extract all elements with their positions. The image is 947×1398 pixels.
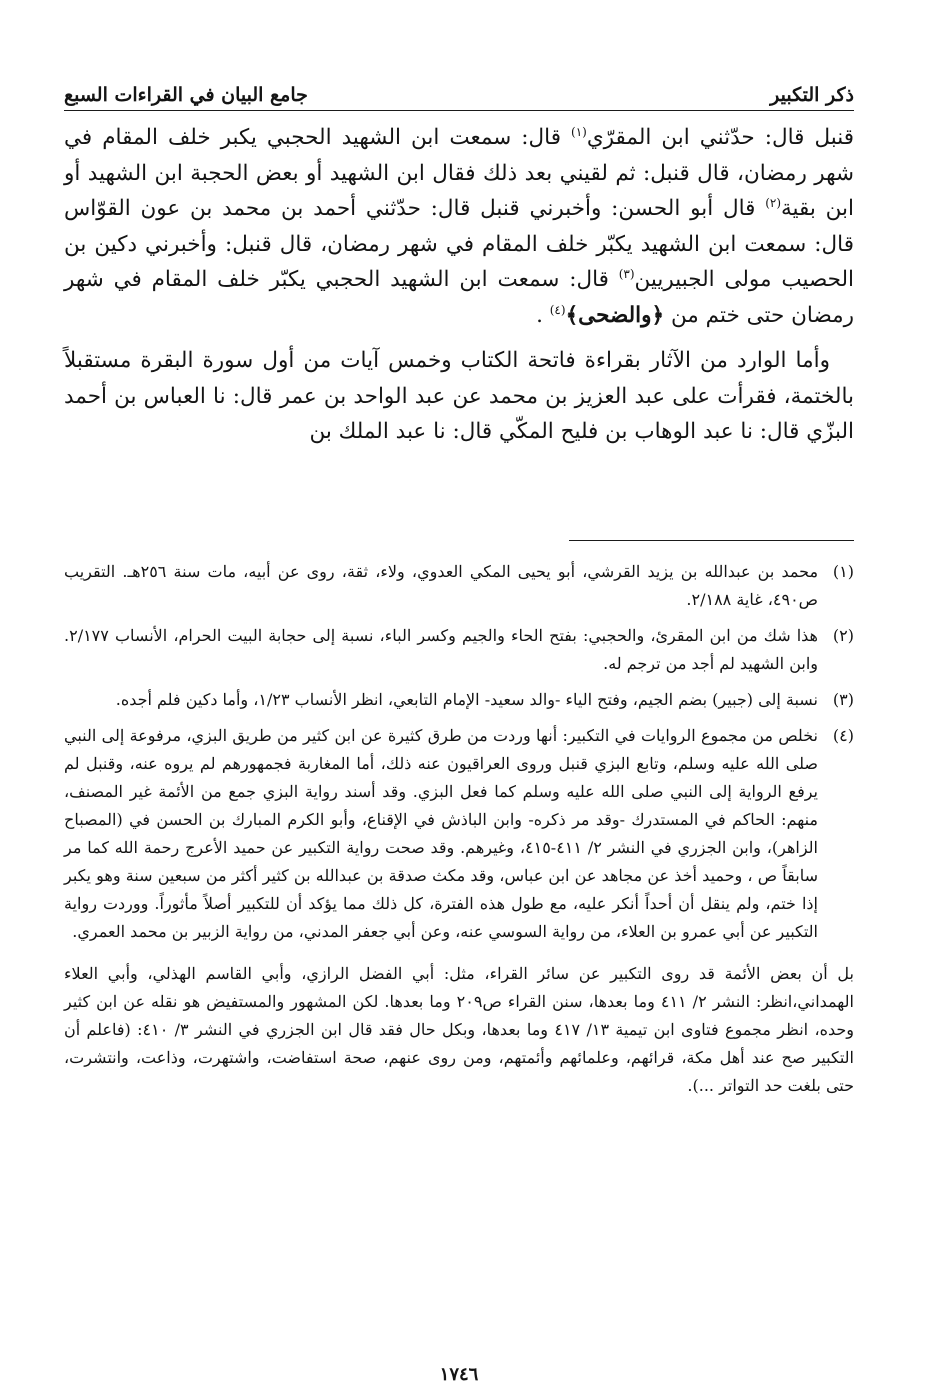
paragraph-2: وأما الوارد من الآثار بقراءة فاتحة الكتاب وخمس آيات من أول سورة البقرة مستقبلاً بالختمة، فقرأت على عبد العزيز بن محمد عن عبد الواحد بن عمر قال: نا العباس بن أحمد البزّي قال: نا عبد الوهاب بن فليح المكّي قال: نا عبد الملك بن bbox=[64, 348, 854, 444]
footnote-number: (١) bbox=[832, 562, 854, 581]
footnote-text: محمد بن عبدالله بن يزيد القرشي، أبو يحيى المكي العدوي، ولاء، ثقة، روى عن أبيه، مات سنة ٢٥٦هـ. التقريب ص٤٩٠، غاية ٢/١٨٨. bbox=[64, 562, 819, 609]
footnote-number: (٣) bbox=[832, 690, 854, 709]
text-segment: قنبل قال: حدّثني ابن المقرّي bbox=[586, 125, 854, 150]
book-title: جامع البيان في القراءات السبع bbox=[64, 84, 308, 106]
footnote-2 bbox=[64, 622, 854, 678]
chapter-title: ذكر التكبير bbox=[770, 84, 854, 106]
footnote-divider bbox=[569, 540, 854, 541]
paragraph-1 bbox=[64, 120, 854, 333]
footnote-number: (٢) bbox=[832, 626, 854, 645]
footnote-number: (٤) bbox=[832, 726, 854, 745]
footnote-1 bbox=[64, 558, 854, 614]
running-header bbox=[64, 70, 854, 111]
main-text bbox=[64, 120, 854, 460]
footnote-text: نسبة إلى (جبير) بضم الجيم، وفتح الياء -والد سعيد- الإمام التابعي، انظر الأنساب ١/٢٣، وأما دكين فلم أجده. bbox=[115, 690, 818, 709]
text-segment: قال: سمعت ابن الشهيد الحجبي يكبر خلف المقام في شهر رمضان، قال قنبل: ثم لقيني بعد ذلك فقال ابن الشهيد أو بعض الحجبة ابن الشهيد أو ابن بقية bbox=[64, 125, 854, 221]
footnotes bbox=[64, 558, 854, 1100]
footnote-ref-2: (٢) bbox=[765, 195, 782, 210]
footnote-ref-1: (١) bbox=[571, 124, 587, 139]
text-segment: قال: سمعت ابن الشهيد الحجبي يكبّر خلف المقام في شهر رمضان حتى ختم من bbox=[64, 267, 854, 328]
book-page bbox=[64, 62, 855, 1385]
quran-citation: ﴿والضحى﴾ bbox=[565, 302, 665, 328]
footnote-text: هذا شك من ابن المقرئ، والحجبي: بفتح الحاء والجيم وكسر الباء، نسبة إلى حجابة البيت الحرام، الأنساب ٢/١٧٧. وابن الشهيد لم أجد من ترجم له. bbox=[64, 626, 818, 673]
footnote-ref-4: (٤) bbox=[549, 302, 566, 317]
footnote-text: نخلص من مجموع الروايات في التكبير: أنها وردت من طرق كثيرة عن ابن كثير من طريق البزي، مرفوعة إلى النبي صلى الله عليه وسلم، وتابع البزي قنبل وروى العراقيون عنه ذلك، أما المغاربة فجمهورهم لم يروه عنه، وقنبل لم يرفع الرواية إلى النبي صلى الله عليه وسلم كما فعل البزي. وقد أسند رواية البزي جمع من الأئمة غير المصنف، منهم: الحاكم في المستدرك -وقد مر ذكره- وابن الباذش في الإقناع، وأبو الكرم المبارك بن الحسن في (المصباح الزاهر)، وابن الجزري في النشر ٢/ ٤١١-٤١٥، وغيرهم. وقد صحت رواية التكبير عن حميد الأعرج رحمة الله كما مر سابقاً ص ، وحميد أخذ عن مجاهد عن ابن عباس، وقد مكث صدقة بن عبدالله بن كثير أكثر من سبعين سنة وهو يكبر إذا ختم، ولم ينقل أن أحداً أنكر عليه، مع طول هذه الفترة، كل ذلك مما يؤكد أن للتكبير أصلاً مأثوراً. ووردت رواية التكبير عن أبي عمرو بن العلاء، من رواية السوسي عنه، وعن أبي جعفر المدني، من رواية الزبير بن محمد العمري. bbox=[64, 726, 819, 941]
footnote-4 bbox=[64, 722, 854, 946]
text-segment: . bbox=[536, 302, 550, 328]
footnote-ref-3: (٣) bbox=[618, 266, 635, 281]
text-segment: قال أبو الحسن: وأخبرني قنبل قال: حدّثني أحمد بن محمد بن عون القوّاس قال: سمعت ابن الشهيد يكبّر خلف المقام في شهر رمضان، قال قنبل: وأخبرني دكين بن الحصيب مولى الجبيريين bbox=[64, 196, 854, 292]
page-number: ١٧٤٦ bbox=[439, 1364, 479, 1385]
footnote-continuation: بل أن بعض الأئمة قد روى التكبير عن سائر القراء، مثل: أبي الفضل الرازي، وأبي القاسم الهذلي، وأبي العلاء الهمداني،انظر: النشر ٢/ ٤١١ وما بعدها، سنن القراء ص٢٠٩ وما بعدها. لكن المشهور والمستفيض هو نقله عن ابن كثير وحده، انظر مجموع فتاوى ابن تيمية ١٣/ ٤١٧ وما بعدها، وبكل حال فقد قال ابن الجزري في النشر ٣/ ٤١٠: (فاعلم أن التكبير صح عند أهل مكة، قرائهم، وعلمائهم وأئمتهم، ومن روى عنهم، صحة استفاضت، واشتهرت، وذاعت، وانتشرت، حتى بلغت حد التواتر ...). bbox=[64, 964, 855, 1095]
footnote-3 bbox=[64, 686, 854, 714]
